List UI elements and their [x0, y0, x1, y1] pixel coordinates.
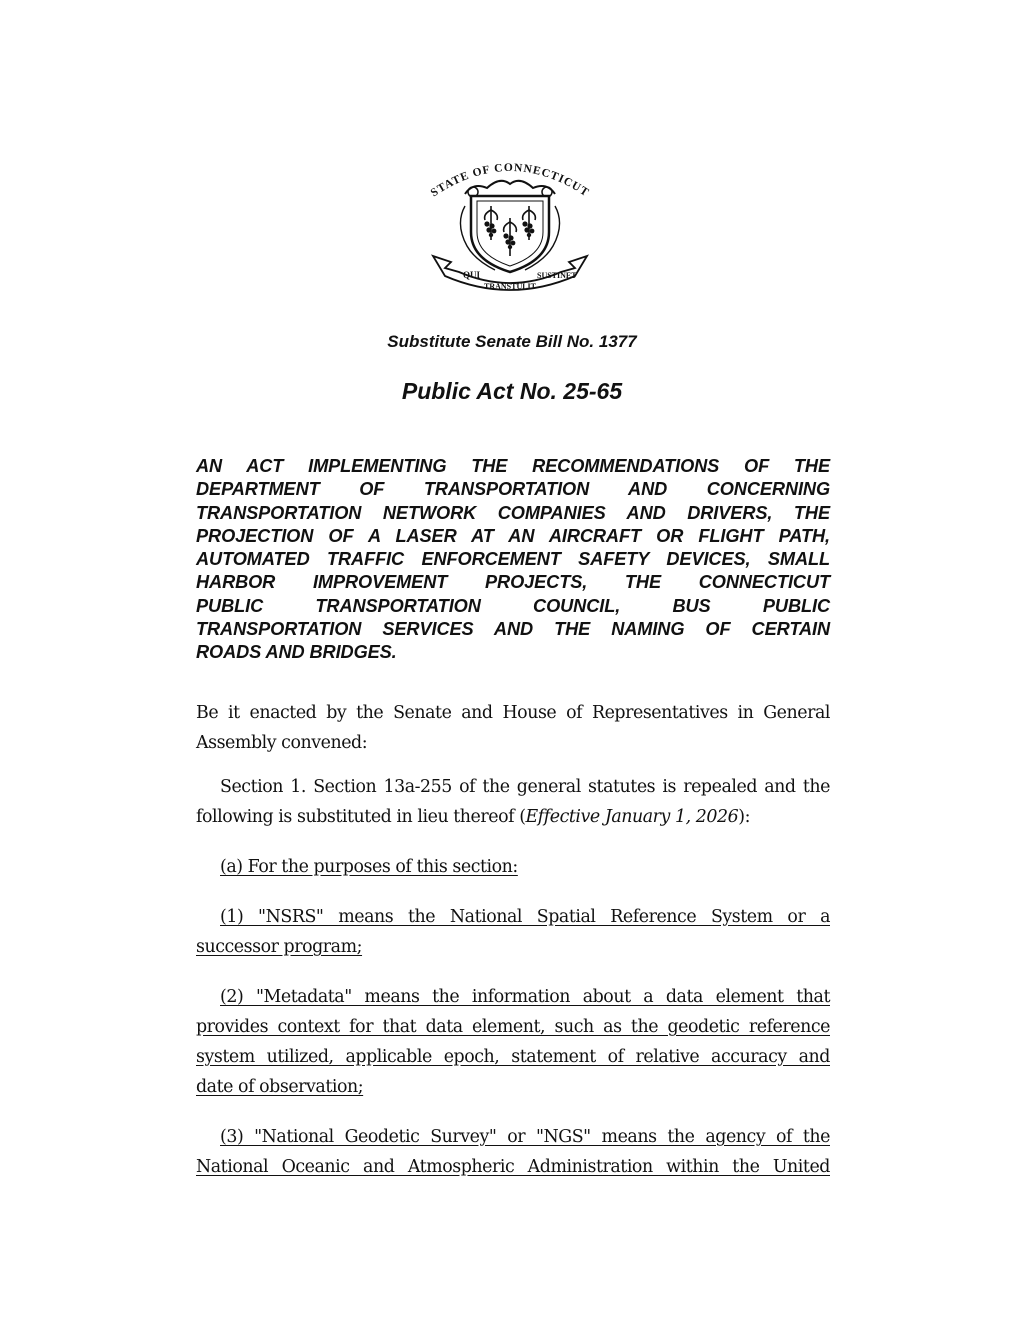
definition-3	[196, 1122, 830, 1182]
title-line: HARBOR IMPROVEMENT PROJECTS, THE CONNECTICUT	[196, 572, 830, 593]
subsection-line	[196, 852, 830, 882]
title-line: DEPARTMENT OF TRANSPORTATION AND CONCERNING	[196, 479, 830, 500]
definition-line	[196, 1072, 830, 1102]
title-line: TRANSPORTATION SERVICES AND THE NAMING OF CERTAIN	[196, 619, 830, 640]
section-line-end: ):	[738, 807, 750, 827]
subsection-a-text: (a) For the purposes of this section:	[220, 857, 518, 877]
definition-line	[196, 932, 830, 962]
section-line-text: following is substituted in lieu thereof (	[196, 807, 526, 827]
enacting-clause	[196, 698, 830, 758]
definition-1	[196, 902, 830, 962]
definition-line-text: successor program;	[196, 937, 363, 957]
title-line: PROJECTION OF A LASER AT AN AIRCRAFT OR FLIGHT PATH,	[196, 525, 830, 546]
section-line	[196, 802, 830, 832]
seal-motto-right: SUSTINET	[537, 271, 577, 280]
definition-line: provides context for that data element, such as the geodetic reference	[196, 1017, 830, 1037]
enacting-line: Assembly convened:	[196, 733, 368, 753]
effective-date: Effective January 1, 2026	[525, 807, 739, 827]
definition-line: (2) "Metadata" means the information about a data element that	[220, 987, 830, 1007]
title-line: AN ACT IMPLEMENTING THE RECOMMENDATIONS OF THE	[196, 456, 830, 476]
subsection-a	[196, 852, 830, 882]
definition-line: system utilized, applicable epoch, statement of relative accuracy and	[196, 1047, 830, 1067]
seal-top-text: STATE OF CONNECTICUT	[428, 161, 592, 200]
title-line: AUTOMATED TRAFFIC ENFORCEMENT SAFETY DEVICES, SMALL	[196, 549, 830, 570]
title-line: PUBLIC TRANSPORTATION COUNCIL, BUS PUBLIC	[196, 595, 830, 616]
section-line: Section 1. Section 13a-255 of the general statutes is repealed and the	[220, 777, 830, 797]
act-title	[196, 455, 830, 665]
definition-line: (1) "NSRS" means the National Spatial Reference System or a	[220, 907, 830, 927]
definition-line: (3) "National Geodetic Survey" or "NGS" means the agency of the	[220, 1127, 830, 1147]
public-act-number: Public Act No. 25-65	[401, 378, 623, 404]
definition-line-text: date of observation;	[196, 1077, 364, 1097]
title-line: ROADS AND BRIDGES.	[196, 642, 397, 663]
definition-2	[196, 982, 830, 1102]
enacting-line: Be it enacted by the Senate and House of Representatives in General	[196, 703, 830, 723]
bill-number: Substitute Senate Bill No. 1377	[387, 332, 637, 351]
section-1-intro	[196, 772, 830, 832]
seal-motto-left: QUI	[463, 270, 481, 280]
state-seal-logo	[425, 148, 595, 298]
definition-line: National Oceanic and Atmospheric Administration within the United	[196, 1157, 830, 1177]
seal-motto-middle: TRANSTULIT	[483, 282, 537, 291]
title-line: TRANSPORTATION NETWORK COMPANIES AND DRIVERS, THE	[196, 502, 830, 523]
